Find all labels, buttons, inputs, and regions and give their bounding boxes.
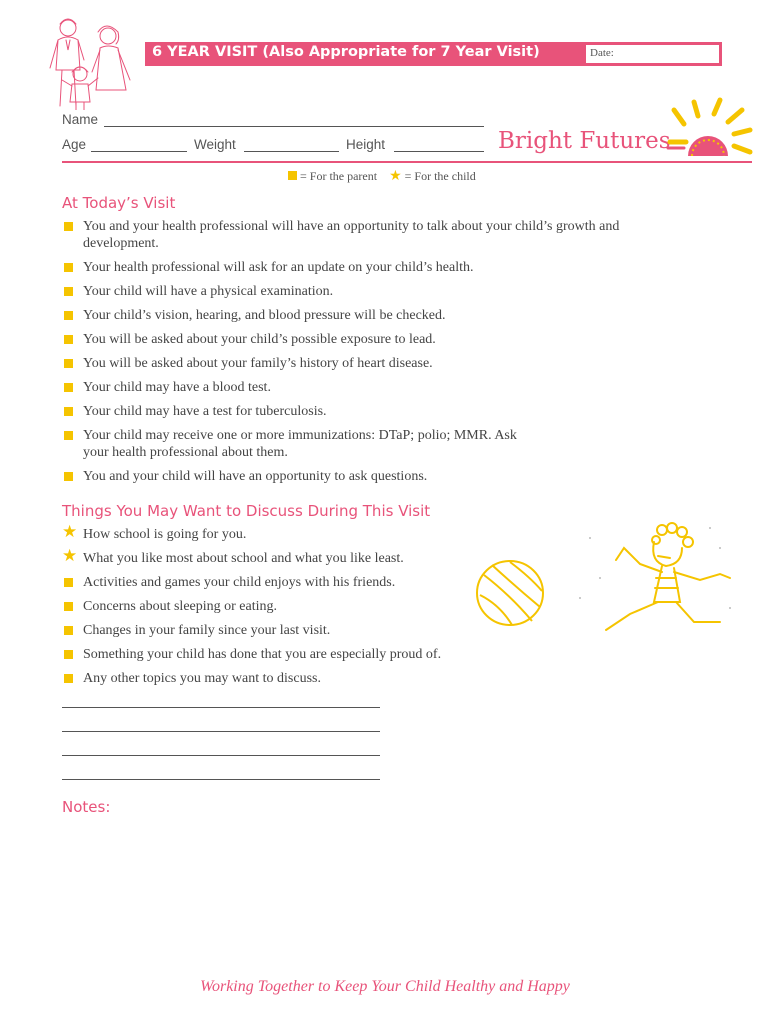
square-bullet-icon xyxy=(64,578,73,587)
name-field[interactable] xyxy=(104,125,484,127)
write-in-line[interactable] xyxy=(62,707,380,708)
list-item: Your child may have a test for tuberculosis. xyxy=(64,403,683,420)
date-label: Date: xyxy=(590,47,614,59)
height-field[interactable] xyxy=(394,150,484,152)
star-icon: ★ xyxy=(62,522,78,541)
list-item: Activities and games your child enjoys with his friends. xyxy=(64,574,463,591)
square-bullet-icon xyxy=(64,602,73,611)
square-bullet-icon xyxy=(64,335,73,344)
square-bullet-icon xyxy=(64,222,73,231)
list-item: ★ How school is going for you. xyxy=(62,522,247,542)
list-item: You will be asked about your child’s possible exposure to lead. xyxy=(64,331,683,348)
list-item: You and your child will have an opportunity to ask questions. xyxy=(64,468,683,485)
write-in-line[interactable] xyxy=(62,779,380,780)
square-bullet-icon xyxy=(64,626,73,635)
square-bullet-icon xyxy=(64,674,73,683)
star-icon: ★ xyxy=(389,169,402,184)
list-item: Changes in your family since your last visit. xyxy=(64,622,503,639)
name-label: Name xyxy=(62,112,99,127)
age-label: Age xyxy=(62,137,87,152)
header-rule xyxy=(62,161,752,163)
section-heading-discuss: Things You May Want to Discuss During This Visit xyxy=(62,502,431,520)
square-bullet-icon xyxy=(64,311,73,320)
list-item: You will be asked about your family’s history of heart disease. xyxy=(64,355,683,372)
brand-title: Bright Futures xyxy=(498,128,671,154)
height-label: Height xyxy=(346,137,386,152)
footer-tagline: Working Together to Keep Your Child Healthy and Happy xyxy=(200,978,570,995)
family-sketch-icon xyxy=(40,10,145,110)
square-bullet-icon xyxy=(64,287,73,296)
age-field[interactable] xyxy=(91,150,187,152)
square-bullet-icon xyxy=(64,263,73,272)
list-item: Your child’s vision, hearing, and blood pressure will be checked. xyxy=(64,307,683,324)
sun-icon xyxy=(662,96,754,162)
running-child-sketch-icon xyxy=(570,518,740,638)
legend-child: = For the child xyxy=(404,169,476,183)
list-item: Any other topics you may want to discuss. xyxy=(64,670,503,687)
section-heading-todays-visit: At Today’s Visit xyxy=(62,194,176,212)
list-item: Concerns about sleeping or eating. xyxy=(64,598,463,615)
visit-title: 6 YEAR VISIT (Also Appropriate for 7 Year Visit) xyxy=(152,44,540,60)
list-item: You and your health professional will have an opportunity to talk about your child’s growth and development. xyxy=(64,218,683,252)
section-heading-notes: Notes: xyxy=(62,798,111,816)
list-item: Your child may have a blood test. xyxy=(64,379,683,396)
square-bullet-icon xyxy=(64,407,73,416)
write-in-line[interactable] xyxy=(62,731,380,732)
list-item: Your health professional will ask for an update on your child’s health. xyxy=(64,259,683,276)
write-in-line[interactable] xyxy=(62,755,380,756)
list-item: Something your child has done that you are especially proud of. xyxy=(64,646,503,663)
square-bullet-icon xyxy=(64,431,73,440)
square-bullet-icon xyxy=(288,171,297,180)
square-bullet-icon xyxy=(64,383,73,392)
list-item: Your child will have a physical examination. xyxy=(64,283,683,300)
legend-parent: = For the parent xyxy=(300,169,378,183)
weight-label: Weight xyxy=(194,137,236,152)
list-item: Your child may receive one or more immunizations: DTaP; polio; MMR. Ask your health professional about them. xyxy=(64,427,543,461)
star-icon: ★ xyxy=(62,546,78,565)
square-bullet-icon xyxy=(64,359,73,368)
square-bullet-icon xyxy=(64,650,73,659)
list-item: ★ What you like most about school and what you like least. xyxy=(62,546,404,566)
weight-field[interactable] xyxy=(244,150,339,152)
square-bullet-icon xyxy=(64,472,73,481)
ball-sketch-icon xyxy=(470,555,550,630)
legend xyxy=(288,168,476,185)
